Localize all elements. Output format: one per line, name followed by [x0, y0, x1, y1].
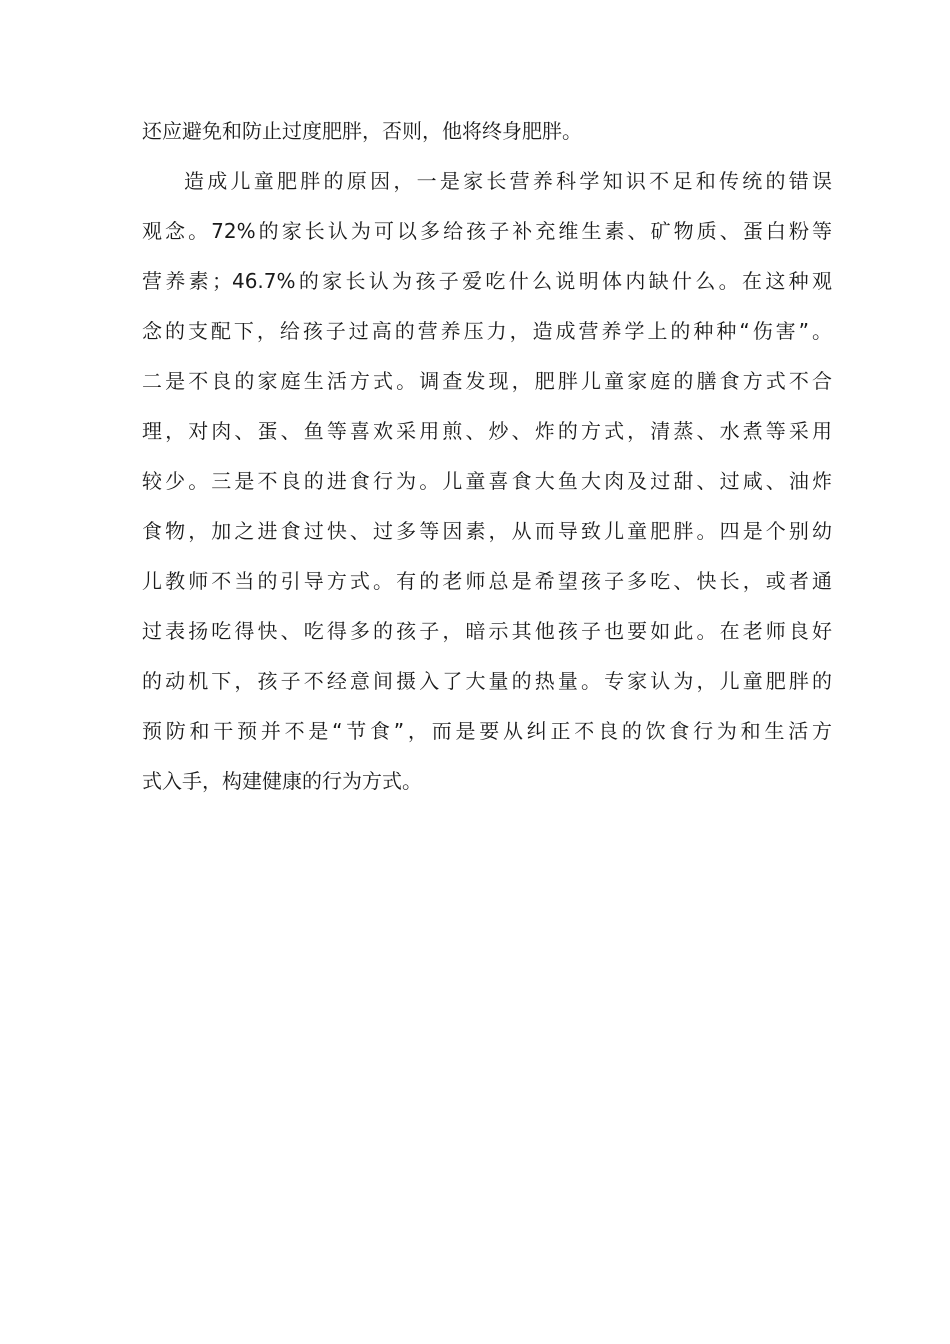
text-line: 预防和干预并不是“节食”，而是要从纠正不良的饮食行为和生活方	[142, 719, 832, 743]
text-line: 食物，加之进食过快、过多等因素，从而导致儿童肥胖。四是个别幼	[142, 519, 832, 543]
text-line: 观念。72%的家长认为可以多给孩子补充维生素、矿物质、蛋白粉等	[142, 219, 832, 243]
paragraph-last-line: 式入手，构建健康的行为方式。	[142, 769, 422, 793]
body-text	[142, 106, 832, 806]
text-line: 营养素；46.7%的家长认为孩子爱吃什么说明体内缺什么。在这种观	[142, 269, 832, 293]
text-line: 的动机下，孩子不经意间摄入了大量的热量。专家认为，儿童肥胖的	[142, 669, 832, 693]
text-line: 过表扬吃得快、吃得多的孩子，暗示其他孩子也要如此。在老师良好	[142, 619, 832, 643]
text-line: 较少。三是不良的进食行为。儿童喜食大鱼大肉及过甜、过咸、油炸	[142, 469, 832, 493]
paragraph-first-line: 造成儿童肥胖的原因，一是家长营养科学知识不足和传统的错误	[184, 169, 832, 193]
text-line: 儿教师不当的引导方式。有的老师总是希望孩子多吃、快长，或者通	[142, 569, 832, 593]
text-line: 念的支配下，给孩子过高的营养压力，造成营养学上的种种“伤害”。	[142, 319, 832, 343]
text-line: 理，对肉、蛋、鱼等喜欢采用煎、炒、炸的方式，清蒸、水煮等采用	[142, 419, 832, 443]
text-line: 二是不良的家庭生活方式。调查发现，肥胖儿童家庭的膳食方式不合	[142, 369, 832, 393]
text-line: 还应避免和防止过度肥胖，否则，他将终身肥胖。	[142, 119, 582, 143]
